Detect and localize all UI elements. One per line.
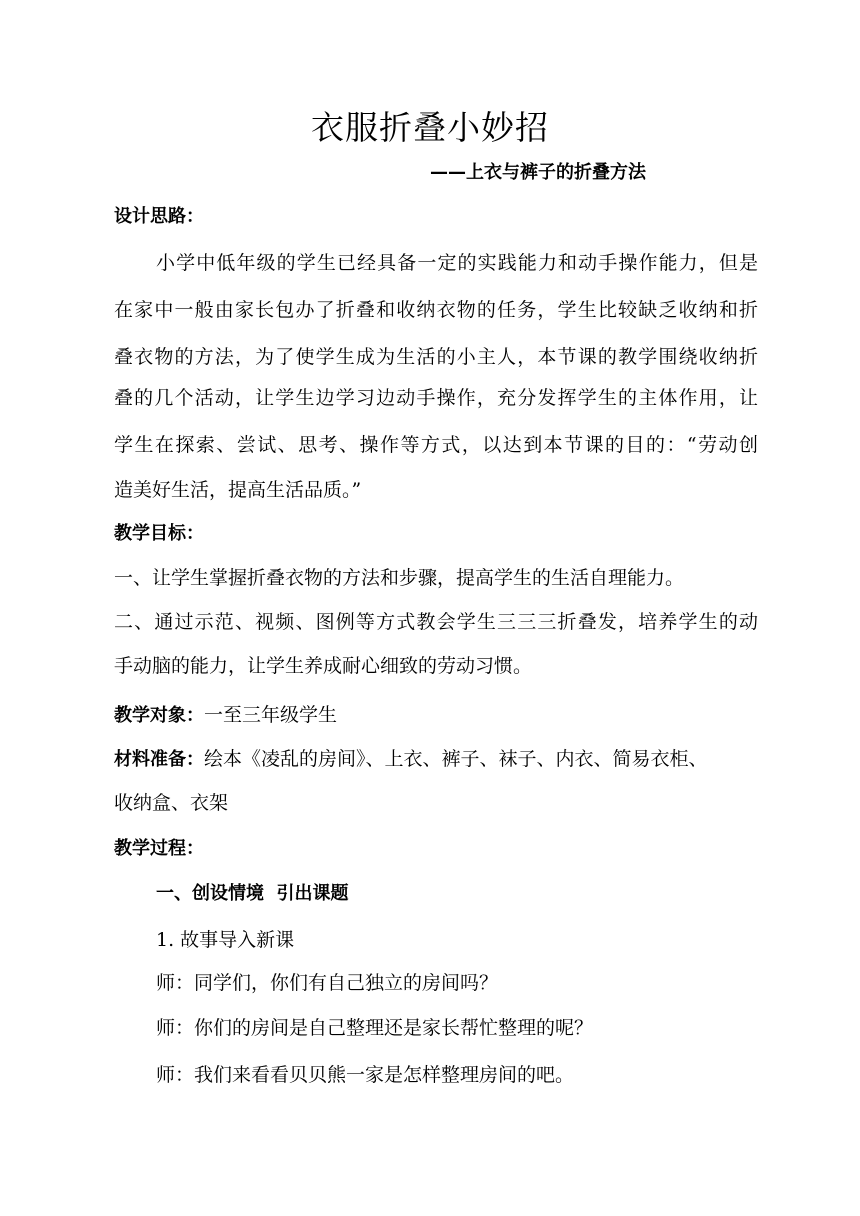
design-paragraph-line: 造美好生活，提高生活品质。” [114,479,362,501]
design-paragraph-line: 小学中低年级的学生已经具备一定的实践能力和动手操作能力，但是 [156,252,758,274]
design-paragraph-line: 叠的几个活动，让学生边学习边动手操作，充分发挥学生的主体作用，让 [114,387,758,409]
design-paragraph-line: 学生在探索、尝试、思考、操作等方式，以达到本节课的目的：“劳动创 [114,434,758,456]
goals-heading: 教学目标： [114,523,204,544]
design-paragraph-line: 叠衣物的方法，为了使学生成为生活的小主人，本节课的教学围绕收纳折 [114,346,758,368]
target-row [114,700,764,731]
dialogue-line: 师：你们的房间是自己整理还是家长帮忙整理的呢？ [156,1017,594,1039]
target-value: 一至三年级学生 [204,704,338,726]
materials-value-continued: 收纳盒、衣架 [114,792,229,814]
document-subtitle: ——上衣与裤子的折叠方法 [430,162,646,183]
dialogue-line: 师：同学们，你们有自己独立的房间吗？ [156,972,499,994]
process-section-heading: 一、创设情境 引出课题 [156,883,349,904]
process-step: 1. 故事导入新课 [156,929,295,951]
design-paragraph-line: 在家中一般由家长包办了折叠和收纳衣物的任务，学生比较缺乏收纳和折 [114,299,758,321]
process-heading: 教学过程： [114,838,204,859]
design-heading: 设计思路： [114,206,204,227]
dialogue-line: 师：我们来看看贝贝熊一家是怎样整理房间的吧。 [156,1064,575,1086]
goal-item-continued: 手动脑的能力，让学生养成耐心细致的劳动习惯。 [114,655,533,677]
target-label: 教学对象： [114,705,204,726]
goal-item: 一、让学生掌握折叠衣物的方法和步骤，提高学生的生活自理能力。 [114,567,685,589]
goal-item: 二、通过示范、视频、图例等方式教会学生三三三折叠发，培养学生的动 [114,611,758,633]
document-title: 衣服折叠小妙招 [311,108,549,147]
materials-row [114,744,764,775]
materials-label: 材料准备： [114,749,204,770]
materials-value: 绘本《凌乱的房间》、上衣、裤子、袜子、内衣、简易衣柜、 [204,748,708,770]
